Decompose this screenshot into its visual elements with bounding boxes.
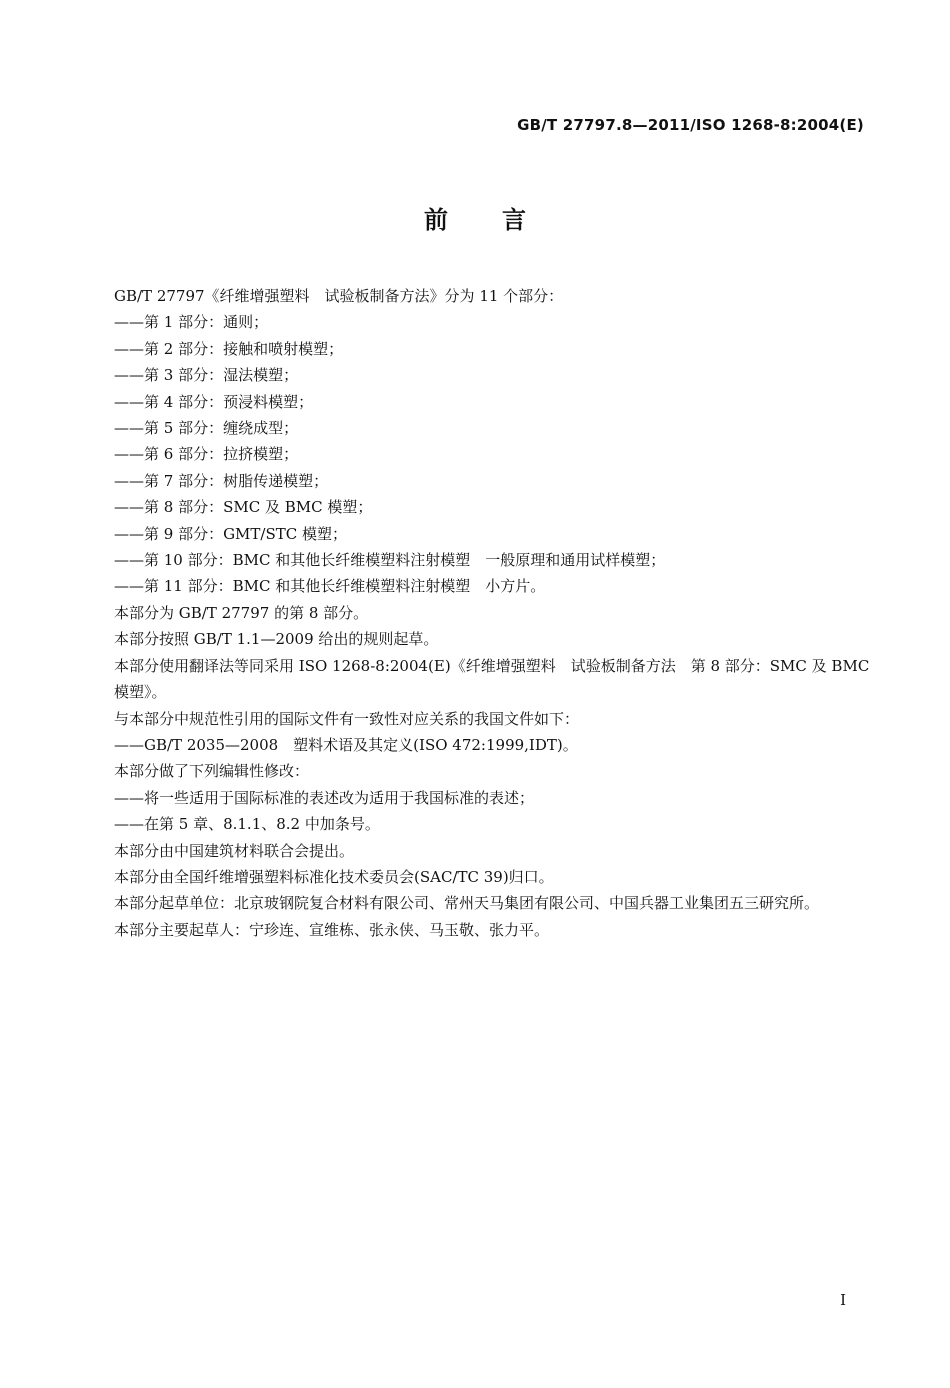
intro-paragraph: GB/T 27797《纤维增强塑料 试验板制备方法》分为 11 个部分： [114,287,564,305]
part-list-item: ——第 6 部分：拉挤模塑； [114,445,299,464]
part-list-item: ——第 10 部分：BMC 和其他长纤维模塑料注射模塑 一般原理和通用试样模塑； [114,551,666,570]
page-number: I [840,1291,846,1309]
part-list-item: ——第 9 部分：GMT/STC 模塑； [114,524,348,543]
edit-item: ——将一些适用于国际标准的表述改为适用于我国标准的表述； [114,788,535,807]
drafting-units-statement: 本部分起草单位：北京玻钢院复合材料有限公司、常州天马集团有限公司、中国兵器工业集团五三研究所。 [114,894,820,913]
edits-intro: 本部分做了下列编辑性修改： [114,762,310,781]
translation-statement: 本部分使用翻译法等同采用 ISO 1268-8:2004(E)《纤维增强塑料 试验板制备方法 第 8 部分：SMC 及 BMC 模塑》。 [114,656,870,702]
managed-by-statement: 本部分由全国纤维增强塑料标准化技术委员会(SAC/TC 39)归口。 [114,867,554,886]
edit-item: ——在第 5 章、8.1.1、8.2 中加条号。 [114,815,380,834]
proposed-by-statement: 本部分由中国建筑材料联合会提出。 [114,841,355,860]
references-intro: 与本部分中规范性引用的国际文件有一致性对应关系的我国文件如下： [114,709,580,728]
drafting-rules-statement: 本部分按照 GB/T 1.1—2009 给出的规则起草。 [114,630,439,649]
part-list-item: ——第 11 部分：BMC 和其他长纤维模塑料注射模塑 小方片。 [114,577,546,596]
part-list-item: ——第 5 部分：缠绕成型； [114,419,299,438]
reference-item: ——GB/T 2035—2008 塑料术语及其定义(ISO 472:1999,IDT)。 [114,735,578,754]
part-list-item: ——第 1 部分：通则； [114,313,269,332]
part-list-item: ——第 4 部分：预浸料模塑； [114,392,314,411]
part-list-item: ——第 7 部分：树脂传递模塑； [114,471,329,490]
part-of-statement: 本部分为 GB/T 27797 的第 8 部分。 [114,603,369,622]
part-list-item: ——第 2 部分：接触和喷射模塑； [114,339,344,358]
part-list-item: ——第 3 部分：湿法模塑； [114,366,299,385]
page-title: 前言 [424,206,580,234]
drafters-statement: 本部分主要起草人：宁珍连、宣维栋、张永侠、马玉敬、张力平。 [114,920,550,939]
standard-code-header: GB/T 27797.8—2011/ISO 1268-8:2004(E) [517,116,864,134]
part-list-item: ——第 8 部分：SMC 及 BMC 模塑； [114,498,373,517]
foreword-body [78,283,870,943]
